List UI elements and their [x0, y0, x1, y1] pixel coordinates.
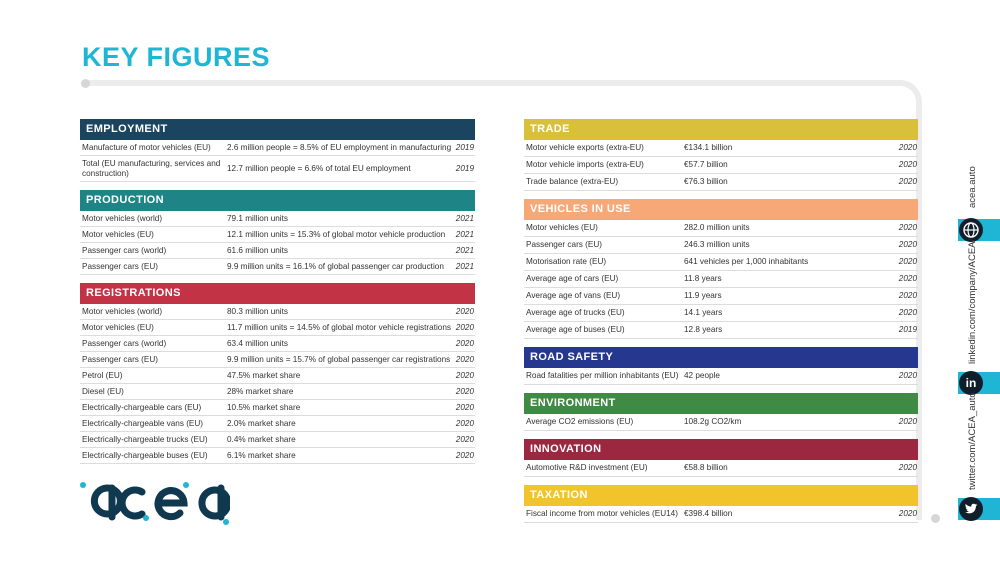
row-year: 2020 — [898, 240, 917, 250]
row-value: 6.1% market share — [227, 450, 296, 460]
row-label: Average age of trucks (EU) — [526, 308, 625, 318]
row-value: 108.2g CO2/km — [684, 417, 742, 427]
section-header: TRADE — [524, 119, 918, 140]
section-header: INNOVATION — [524, 439, 918, 460]
right-column — [524, 119, 918, 531]
row-value: 28% market share — [227, 386, 294, 396]
table-row — [80, 384, 475, 400]
section-employment — [80, 119, 475, 182]
row-label: Motorisation rate (EU) — [526, 257, 607, 267]
row-label: Motor vehicles (EU) — [526, 223, 598, 233]
row-label: Motor vehicle exports (extra-EU) — [526, 143, 644, 153]
table-row — [524, 174, 918, 191]
row-value: €398.4 billion — [684, 509, 733, 519]
section-header: ENVIRONMENT — [524, 393, 918, 414]
section-vehicles-in-use — [524, 199, 918, 339]
website-link[interactable]: acea.auto — [967, 166, 978, 208]
page-title: KEY FIGURES — [82, 42, 271, 72]
row-value: 61.6 million units — [227, 245, 288, 255]
table-row — [524, 305, 918, 322]
table-row — [524, 157, 918, 174]
twitter-link[interactable]: twitter.com/ACEA_auto — [967, 392, 978, 490]
row-label: Average CO2 emissions (EU) — [526, 417, 634, 427]
section-header: ROAD SAFETY — [524, 347, 918, 368]
row-label: Average age of vans (EU) — [526, 291, 621, 301]
row-label: Petrol (EU) — [82, 370, 123, 380]
row-year: 2020 — [898, 143, 917, 153]
table-row — [524, 220, 918, 237]
table-row — [80, 259, 475, 275]
row-value: €57.7 billion — [684, 160, 728, 170]
row-year: 2020 — [898, 417, 917, 427]
row-year: 2020 — [898, 308, 917, 318]
row-label: Electrically-chargeable trucks (EU) — [82, 434, 208, 444]
section-innovation — [524, 439, 918, 477]
row-value: 47.5% market share — [227, 370, 301, 380]
row-year: 2020 — [898, 463, 917, 473]
row-value: 12.7 million people = 6.6% of total EU employment — [227, 163, 411, 173]
section-production — [80, 190, 475, 275]
table-row — [80, 416, 475, 432]
row-year: 2020 — [455, 306, 474, 316]
section-taxation — [524, 485, 918, 523]
table-row — [80, 368, 475, 384]
section-header: VEHICLES IN USE — [524, 199, 918, 220]
table-row — [80, 211, 475, 227]
section-header: PRODUCTION — [80, 190, 475, 211]
table-row — [524, 322, 918, 339]
section-header: TAXATION — [524, 485, 918, 506]
row-year: 2020 — [455, 402, 474, 412]
table-row — [80, 304, 475, 320]
row-year: 2020 — [455, 354, 474, 364]
table-row — [80, 140, 475, 156]
row-label: Passenger cars (world) — [82, 338, 167, 348]
linkedin-icon[interactable]: in — [959, 371, 983, 395]
linkedin-link[interactable]: linkedin.com/company/ACEA/ — [967, 238, 978, 364]
frame-dot — [81, 79, 90, 88]
table-row — [524, 237, 918, 254]
row-label: Total (EU manufacturing, services and construction) — [82, 159, 221, 178]
table-row — [524, 288, 918, 305]
row-label: Electrically-chargeable buses (EU) — [82, 450, 208, 460]
row-year: 2020 — [455, 370, 474, 380]
row-year: 2021 — [455, 245, 474, 255]
table-row — [80, 432, 475, 448]
table-row — [524, 506, 918, 523]
row-year: 2020 — [455, 386, 474, 396]
section-header: REGISTRATIONS — [80, 283, 475, 304]
table-row — [80, 320, 475, 336]
row-year: 2021 — [455, 229, 474, 239]
left-column — [80, 119, 475, 472]
section-registrations — [80, 283, 475, 464]
row-label: Average age of cars (EU) — [526, 274, 619, 284]
row-year: 2020 — [455, 434, 474, 444]
section-road-safety — [524, 347, 918, 385]
row-label: Motor vehicles (world) — [82, 306, 163, 316]
row-value: 2.6 million people = 8.5% of EU employment in manufacturing — [227, 142, 452, 152]
table-row — [80, 156, 475, 182]
row-label: Motor vehicle imports (extra-EU) — [526, 160, 644, 170]
row-label: Manufacture of motor vehicles (EU) — [82, 142, 211, 152]
row-label: Average age of buses (EU) — [526, 325, 625, 335]
twitter-bird-icon[interactable] — [959, 497, 983, 521]
row-value: 14.1 years — [684, 308, 723, 318]
table-row — [524, 368, 918, 385]
row-value: 79.1 million units — [227, 213, 288, 223]
row-year: 2020 — [898, 509, 917, 519]
table-row — [524, 460, 918, 477]
row-value: 42 people — [684, 371, 720, 381]
row-year: 2020 — [455, 418, 474, 428]
row-label: Passenger cars (EU) — [82, 354, 158, 364]
row-year: 2020 — [898, 160, 917, 170]
row-year: 2020 — [455, 322, 474, 332]
section-header: EMPLOYMENT — [80, 119, 475, 140]
row-label: Electrically-chargeable vans (EU) — [82, 418, 204, 428]
row-label: Road fatalities per million inhabitants (EU) — [526, 371, 679, 381]
table-row — [80, 227, 475, 243]
table-row — [524, 271, 918, 288]
row-value: 282.0 million units — [684, 223, 750, 233]
row-label: Motor vehicles (EU) — [82, 229, 154, 239]
row-value: 9.9 million units = 16.1% of global passenger car production — [227, 261, 444, 271]
row-year: 2021 — [455, 213, 474, 223]
table-row — [524, 414, 918, 431]
row-year: 2019 — [455, 142, 474, 152]
row-year: 2020 — [898, 177, 917, 187]
row-value: 12.1 million units = 15.3% of global motor vehicle production — [227, 229, 446, 239]
row-value: 11.9 years — [684, 291, 722, 301]
acea-logo-mark — [80, 470, 230, 530]
row-value: €134.1 billion — [684, 143, 733, 153]
row-value: 63.4 million units — [227, 338, 288, 348]
row-value: 80.3 million units — [227, 306, 288, 316]
row-year: 2019 — [898, 325, 917, 335]
row-label: Motor vehicles (world) — [82, 213, 163, 223]
row-value: 12.8 years — [684, 325, 723, 335]
row-value: 641 vehicles per 1,000 inhabitants — [684, 257, 809, 267]
acea-logo — [80, 470, 230, 526]
row-label: Passenger cars (EU) — [526, 240, 602, 250]
table-row — [524, 140, 918, 157]
row-value: 10.5% market share — [227, 402, 301, 412]
row-year: 2020 — [898, 371, 917, 381]
frame-dot — [931, 514, 940, 523]
row-label: Passenger cars (world) — [82, 245, 167, 255]
row-year: 2021 — [455, 261, 474, 271]
table-row — [80, 400, 475, 416]
row-year: 2020 — [898, 291, 917, 301]
section-environment — [524, 393, 918, 431]
row-label: Automotive R&D investment (EU) — [526, 463, 648, 473]
row-label: Diesel (EU) — [82, 386, 124, 396]
table-row — [80, 448, 475, 464]
row-year: 2020 — [455, 338, 474, 348]
row-label: Motor vehicles (EU) — [82, 322, 154, 332]
table-row — [80, 243, 475, 259]
table-row — [524, 254, 918, 271]
row-label: Electrically-chargeable cars (EU) — [82, 402, 202, 412]
row-label: Fiscal income from motor vehicles (EU14) — [526, 509, 678, 519]
row-value: €76.3 billion — [684, 177, 728, 187]
row-year: 2020 — [898, 223, 917, 233]
row-year: 2020 — [455, 450, 474, 460]
row-value: 11.7 million units = 14.5% of global motor vehicle registrations — [227, 322, 451, 332]
row-value: 246.3 million units — [684, 240, 750, 250]
row-value: 9.9 million units = 15.7% of global passenger car registrations — [227, 354, 451, 364]
row-value: 2.0% market share — [227, 418, 296, 428]
section-trade — [524, 119, 918, 191]
table-row — [80, 352, 475, 368]
row-value: €58.8 billion — [684, 463, 728, 473]
row-label: Trade balance (extra-EU) — [526, 177, 619, 187]
row-label: Passenger cars (EU) — [82, 261, 158, 271]
row-value: 0.4% market share — [227, 434, 296, 444]
row-year: 2019 — [455, 163, 474, 173]
row-year: 2020 — [898, 274, 917, 284]
row-value: 11.8 years — [684, 274, 722, 284]
row-year: 2020 — [898, 257, 917, 267]
table-row — [80, 336, 475, 352]
